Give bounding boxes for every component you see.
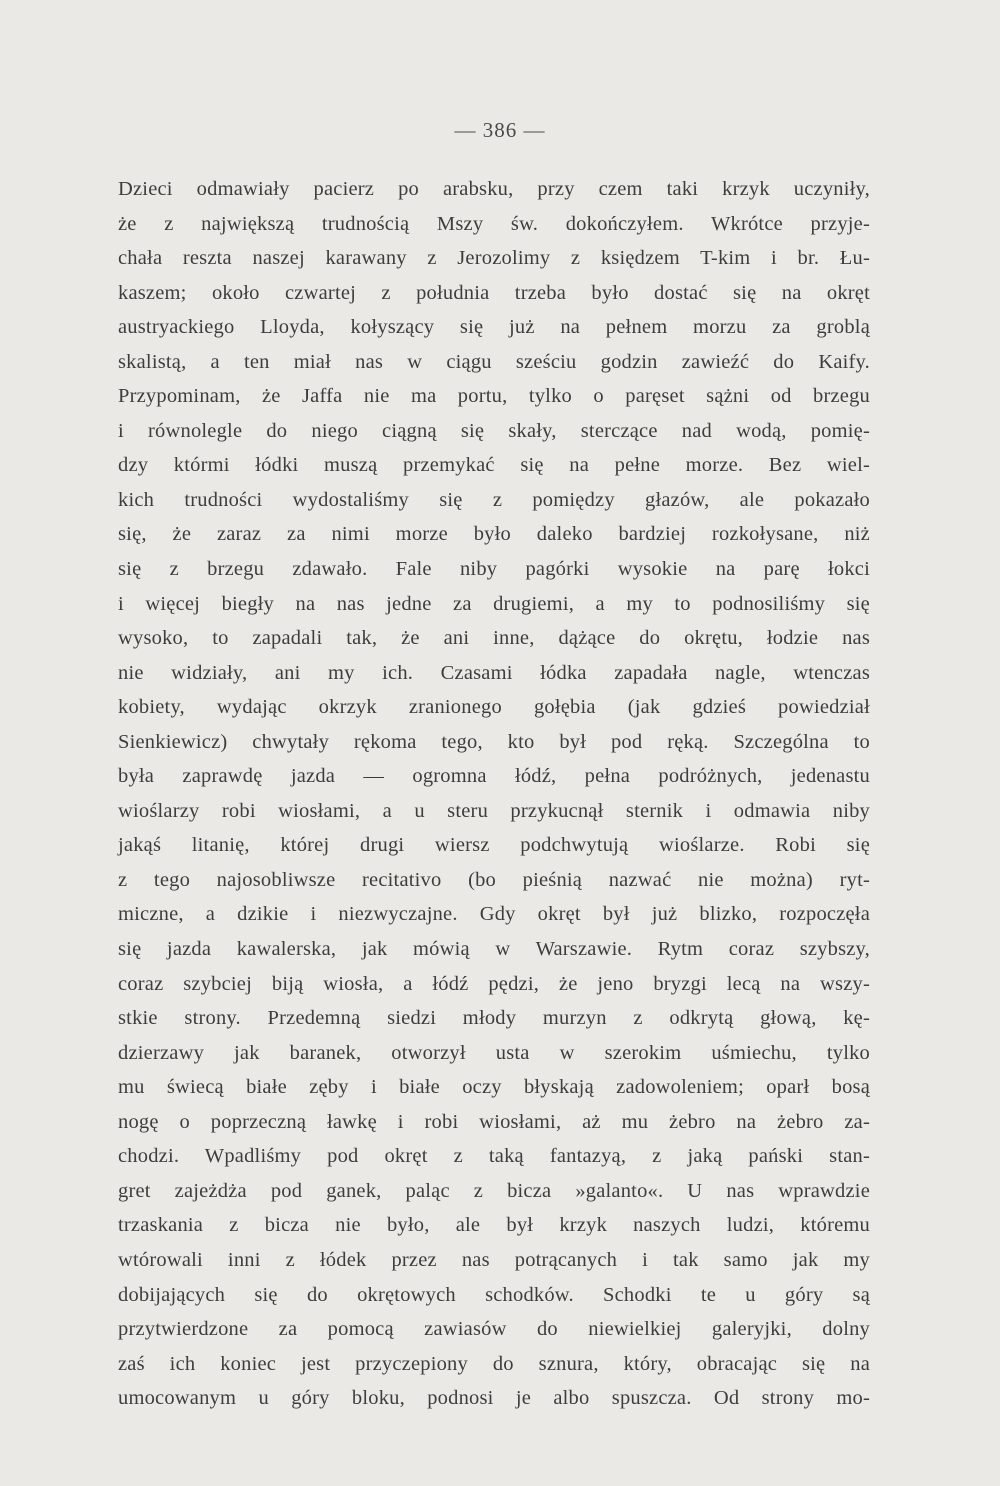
text-line: skalistą, a ten miał nas w ciągu sześciu godzin zawieźć do Kaify. [118,350,870,373]
text-line: Przypominam, że Jaffa nie ma portu, tylko o paręset sążni od brzegu [118,385,870,408]
text-line: wysoko, to zapadali tak, że ani inne, dążące do okrętu, łodzie nas [118,627,870,650]
text-line: wioślarzy robi wiosłami, a u steru przykucnął sternik i odmawia niby [118,799,870,822]
text-line: chodzi. Wpadliśmy pod okręt z taką fantazyą, z jaką pański stan- [118,1145,870,1168]
text-line: kich trudności wydostaliśmy się z pomiędzy głazów, ale pokazało [118,488,870,511]
text-line: i więcej biegły na nas jedne za drugiemi, a my to podnosiliśmy się [118,592,870,615]
text-line: dzierzawy jak baranek, otworzył usta w szerokim uśmiechu, tylko [118,1041,870,1064]
text-line: z tego najosobliwsze recitativo (bo pieśnią nazwać nie można) ryt- [118,868,870,891]
text-line: przytwierdzone za pomocą zawiasów do niewielkiej galeryjki, dolny [118,1318,870,1341]
text-line: austryackiego Lloyda, kołyszący się już na pełnem morzu za groblą [118,316,870,339]
text-line: się, że zaraz za nimi morze było daleko bardziej rozkołysane, niż [118,523,870,546]
text-line: coraz szybciej biją wiosła, a łódź pędzi, że jeno bryzgi lecą na wszy- [118,972,870,995]
text-line: jakąś litanię, której drugi wiersz podchwytują wioślarze. Robi się [118,834,870,857]
text-line: kaszem; około czwartej z południa trzeba było dostać się na okręt [118,281,870,304]
text-line: wtórowali inni z łódek przez nas potrącanych i tak samo jak my [118,1248,870,1271]
text-line: się jazda kawalerska, jak mówią w Warszawie. Rytm coraz szybszy, [118,938,870,961]
body-text [118,172,870,1416]
text-line: miczne, a dzikie i niezwyczajne. Gdy okręt był już blizko, rozpoczęła [118,903,870,926]
text-line: nie widziały, ani my ich. Czasami łódka zapadała nagle, wtenczas [118,661,870,684]
text-line: nogę o poprzeczną ławkę i robi wiosłami, aż mu żebro na żebro za- [118,1110,870,1133]
text-line: się z brzegu zdawało. Fale niby pagórki wysokie na parę łokci [118,558,870,581]
text-line: i równolegle do niego ciągną się skały, sterczące nad wodą, pomię- [118,419,870,442]
text-line: Sienkiewicz) chwytały rękoma tego, kto był pod ręką. Szczególna to [118,730,870,753]
text-line: chała reszta naszej karawany z Jerozolimy z księdzem T-kim i br. Łu- [118,247,870,270]
text-line: stkie strony. Przedemną siedzi młody murzyn z odkrytą głową, kę- [118,1007,870,1030]
text-line: była zaprawdę jazda — ogromna łódź, pełna podróżnych, jedenastu [118,765,870,788]
text-line: dzy którmi łódki muszą przemykać się na pełne morze. Bez wiel- [118,454,870,477]
text-line: trzaskania z bicza nie było, ale był krzyk naszych ludzi, któremu [118,1214,870,1237]
text-line: umocowanym u góry bloku, podnosi je albo spuszcza. Od strony mo- [118,1387,870,1410]
text-line: że z największą trudnością Mszy św. dokończyłem. Wkrótce przyje- [118,212,870,235]
text-line: gret zajeżdża pod ganek, paląc z bicza »galanto«. U nas wprawdzie [118,1179,870,1202]
text-line: zaś ich koniec jest przyczepiony do sznura, który, obracając się na [118,1352,870,1375]
text-line: dobijających się do okrętowych schodków. Schodki te u góry są [118,1283,870,1306]
text-line: Dzieci odmawiały pacierz po arabsku, przy czem taki krzyk uczyniły, [118,178,870,200]
text-line: kobiety, wydając okrzyk zranionego gołębia (jak gdzieś powiedział [118,696,870,719]
text-line: mu świecą białe zęby i białe oczy błyskają zadowoleniem; oparł bosą [118,1076,870,1099]
page-number: — 386 — [454,118,546,142]
